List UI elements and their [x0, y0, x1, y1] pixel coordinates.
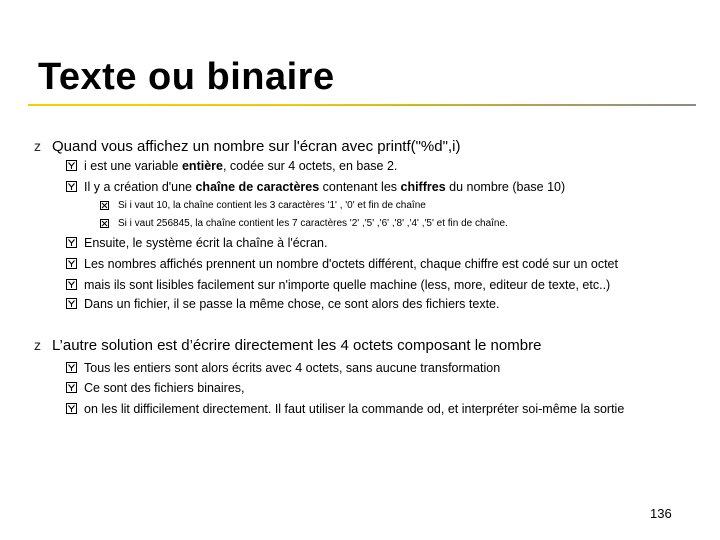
section1-heading: Quand vous affichez un nombre sur l'écran avec printf("%d",i): [52, 138, 461, 155]
checkbox-y-icon: [66, 362, 77, 373]
page-number: 136: [650, 506, 672, 521]
checkbox-y-icon: [66, 279, 77, 290]
level1-bullet-icon: z: [34, 138, 41, 154]
bullet-od-command: on les lit difficilement directement. Il faut utiliser la commande od, et interpréter soi-même la sortie: [84, 402, 625, 416]
bullet-binary-files: Ce sont des fichiers binaires,: [84, 381, 245, 395]
checkbox-y-icon: [66, 237, 77, 248]
bullet-text: du nombre (base 10): [445, 180, 566, 194]
checkbox-y-icon: [66, 298, 77, 309]
bullet-bytes-different: Les nombres affichés prennent un nombre d'octets différent, chaque chiffre est codé sur un octet: [84, 257, 618, 271]
checkbox-y-icon: [66, 403, 77, 414]
checkbox-y-icon: [66, 181, 77, 192]
bullet-four-bytes: Tous les entiers sont alors écrits avec 4 octets, sans aucune transformation: [84, 361, 501, 375]
slide-title: Texte ou binaire: [38, 56, 335, 98]
title-underline: [28, 104, 696, 106]
sub-bullet-example-256845: Si i vaut 256845, la chaîne contient les 7 caractères '2' ,'5' ,'6' ,'8' ,'4' ,'5' et fin de chaîne.: [118, 218, 508, 229]
bold-chaine: chaîne de caractères: [195, 180, 320, 194]
checkbox-y-icon: [66, 258, 77, 269]
section2-heading: L’autre solution est d’écrire directement les 4 octets composant le nombre: [52, 337, 542, 354]
bullet-readable: mais ils sont lisibles facilement sur n'importe quelle machine (less, more, editeur de texte, etc..): [84, 278, 611, 292]
checkbox-x-icon: [100, 219, 109, 228]
bullet-string-creation: [84, 181, 565, 194]
bullet-text: Il y a création d'une: [84, 180, 196, 194]
bullet-text: i est une variable: [84, 159, 182, 173]
bold-chiffres: chiffres: [400, 180, 446, 194]
bullet-text: contenant les: [319, 180, 401, 194]
checkbox-y-icon: [66, 160, 77, 171]
bullet-variable-integer: [84, 160, 397, 173]
bullet-text-files: Dans un fichier, il se passe la même chose, ce sont alors des fichiers texte.: [84, 297, 500, 311]
level1-bullet-icon: z: [34, 337, 41, 353]
sub-bullet-example-10: Si i vaut 10, la chaîne contient les 3 caractères '1' , '0' et fin de chaîne: [118, 200, 426, 211]
bold-entiere: entière: [181, 159, 223, 173]
checkbox-x-icon: [100, 201, 109, 210]
bullet-system-writes: Ensuite, le système écrit la chaîne à l'écran.: [84, 236, 328, 250]
checkbox-y-icon: [66, 382, 77, 393]
bullet-text: , codée sur 4 octets, en base 2.: [222, 159, 398, 173]
